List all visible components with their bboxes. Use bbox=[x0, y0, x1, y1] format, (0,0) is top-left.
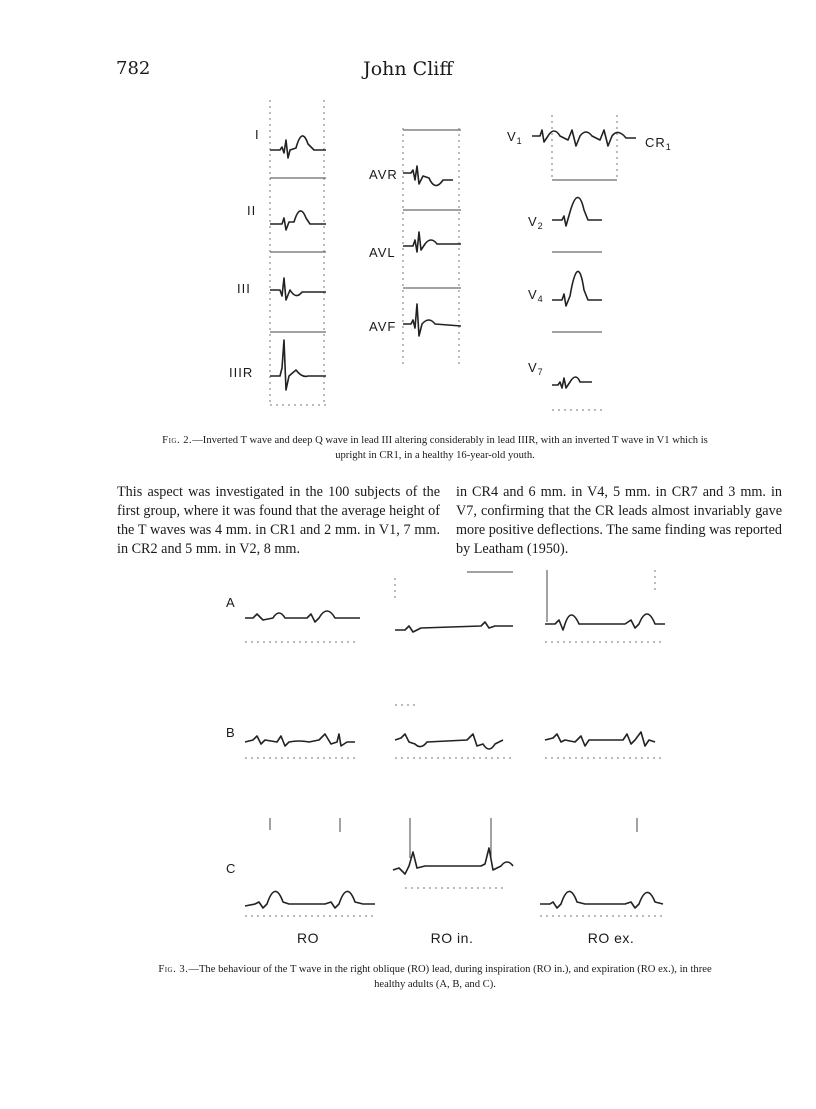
fig2-caption bbox=[150, 433, 720, 463]
fig2-caption-text: —Inverted T wave and deep Q wave in lead III altering considerably in lead IIIR, with an inverted T wave in V1 which is upright in CR1, in a healthy 16-year-old youth. bbox=[192, 435, 708, 461]
lead-label-avr: AVR bbox=[369, 167, 398, 182]
lead-label-avf: AVF bbox=[369, 319, 397, 334]
fig3-caption bbox=[150, 962, 720, 992]
lead-label-i: I bbox=[255, 127, 260, 142]
fig3-col-label-ro-in: RO in. bbox=[430, 930, 474, 946]
lead-label-v4: $V_4$ bbox=[528, 287, 543, 304]
running-head-author: John Cliff bbox=[363, 58, 453, 80]
fig3-row-a-traces bbox=[245, 570, 675, 650]
lead-label-iii: III bbox=[237, 281, 251, 296]
lead-label-iiir: IIIR bbox=[229, 365, 254, 380]
fig3-row-c-traces bbox=[245, 818, 675, 923]
page-number: 782 bbox=[116, 58, 151, 79]
lead-label-v1: $V_1$ bbox=[507, 129, 522, 146]
body-text-column-1: This aspect was investigated in the 100 subjects of the first group, where it was found that the average height of the T waves was 4 mm. in CR1 and 2 mm. in V1, 7 mm. in CR2 and 5 mm. in V2, 8 mm. bbox=[117, 484, 440, 557]
fig3-row-label-c: C bbox=[226, 861, 236, 876]
fig3-col-label-ro: RO bbox=[297, 930, 319, 946]
fig3-row-label-b: B bbox=[226, 725, 235, 740]
fig3-caption-label: Fig. 3. bbox=[158, 964, 189, 975]
fig2-right-traces bbox=[522, 100, 652, 415]
fig3-caption-text: —The behaviour of the T wave in the right oblique (RO) lead, during inspiration (RO in.), and expiration (RO ex.), in three healthy adults (A, B, and C). bbox=[188, 964, 712, 990]
lead-label-v7: $V_7$ bbox=[528, 360, 543, 377]
fig2-left-traces bbox=[268, 100, 328, 410]
fig2-caption-label: Fig. 2. bbox=[162, 435, 193, 446]
body-text-column-2: in CR4 and 6 mm. in V4, 5 mm. in CR7 and 3 mm. in V7, confirming that the CR leads almost invariably gave more positive deflections. The same finding was reported by Leatham (1950). bbox=[456, 484, 782, 557]
lead-label-ii: II bbox=[247, 203, 257, 218]
fig3-col-label-ro-ex: RO ex. bbox=[587, 930, 635, 946]
lead-label-v2: $V_2$ bbox=[528, 214, 543, 231]
lead-label-avl: AVL bbox=[369, 245, 396, 260]
fig2-mid-traces bbox=[403, 128, 463, 373]
lead-label-cr1: $CR_1$ bbox=[645, 135, 671, 152]
fig3-row-b-traces bbox=[245, 700, 675, 780]
fig3-row-label-a: A bbox=[226, 595, 235, 610]
